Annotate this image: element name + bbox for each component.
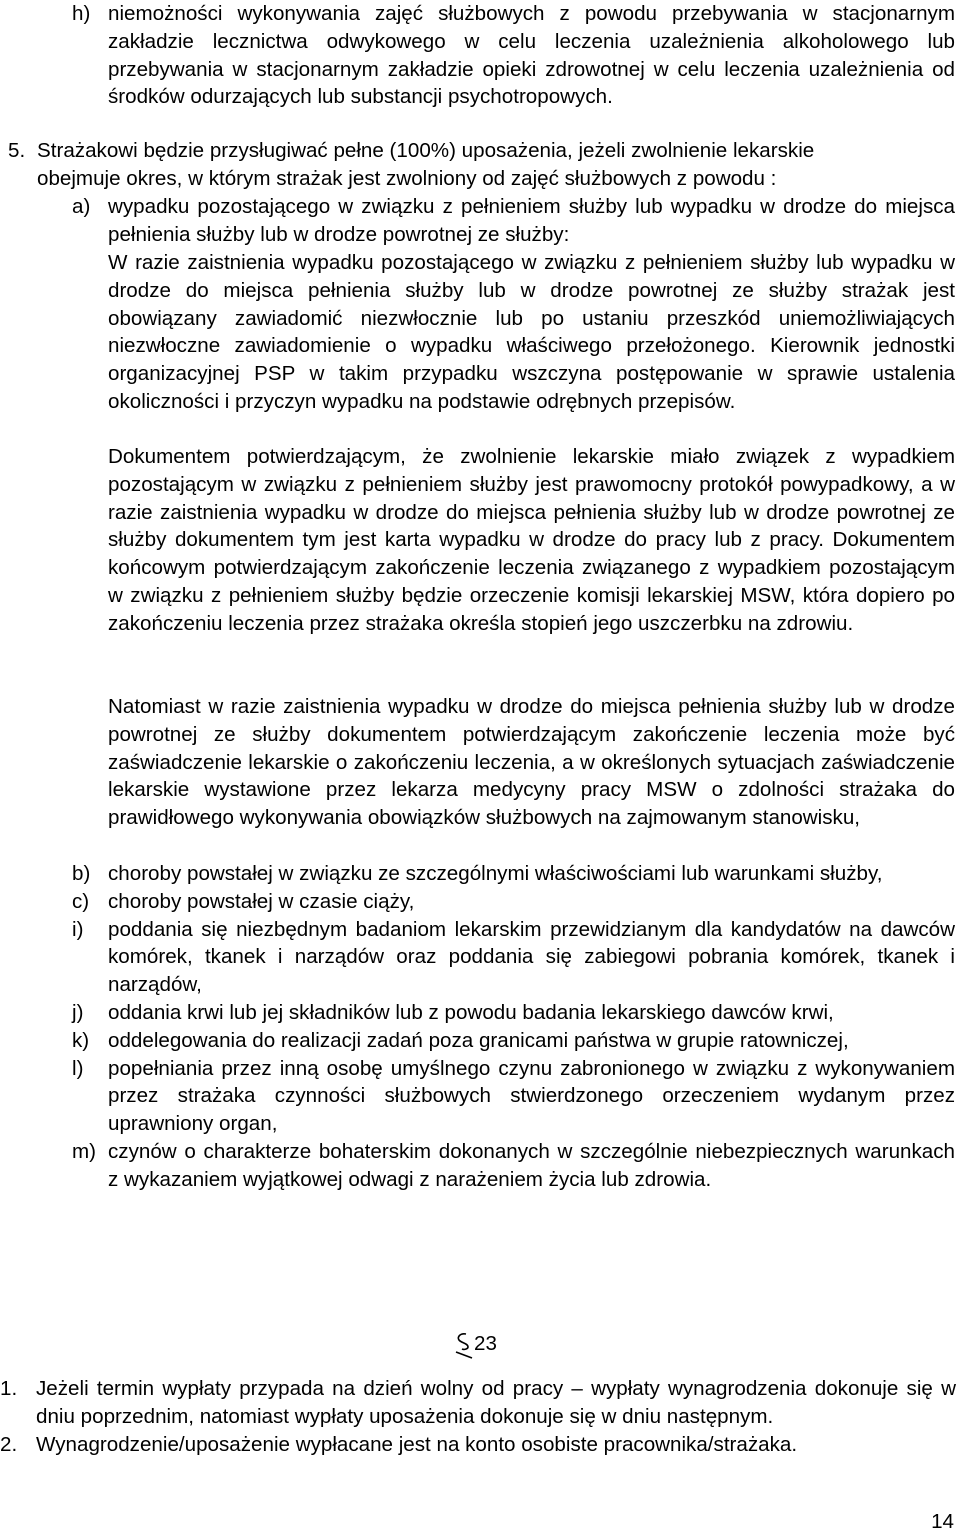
paragraph-first-line: Strażakowi będzie przysługiwać pełne (100%) uposażenia, jeżeli zwolnienie lekarskie — [37, 139, 815, 162]
list-text: czynów o charakterze bohaterskim dokonanych w szczególnie niebezpiecznych warunkach z wykazaniem wyjątkowej odwagi z narażeniem życia lub zdrowia. — [108, 1139, 955, 1191]
paragraph-commute-accident: Natomiast w razie zaistnienia wypadku w drodze do miejsca pełnienia służby lub w drodze powrotnej ze służby dokumentem potwierdzającym zakończenie leczenia może być zaświadczenie lekarskie o zakończeniu leczenia, a w określonych sytuacjach zaświadczenie lekarskie wystawione przez lekarza medycyny pracy MSW o zdolności strażaka do prawidłowego wykonywania obowiązków służbowych na zajmowanym stanowisku, — [108, 695, 955, 830]
numbered-label: 2. — [0, 1432, 18, 1456]
list-label: h) — [72, 2, 91, 25]
list-text: oddania krwi lub jej składników lub z powodu badania lekarskiego dawców krwi, — [108, 1000, 834, 1024]
list-item-k — [72, 1027, 955, 1055]
list-text: choroby powstałej w związku ze szczególnymi właściwościami lub warunkami służby, — [108, 862, 883, 885]
list-label: i) — [72, 917, 84, 941]
section-number: 23 — [474, 1332, 497, 1355]
list-item-b — [72, 860, 955, 888]
numbered-item-1 — [0, 1375, 956, 1431]
paragraph-5 — [8, 137, 956, 193]
paragraph-label: 5. — [8, 139, 26, 162]
numbered-text: Jeżeli termin wypłaty przypada na dzień wolny od pracy – wypłaty wynagrodzenia dokonuje się w dniu poprzednim, natomiast wypłaty uposażenia dokonuje się w dniu następnym. — [36, 1377, 956, 1428]
list-item-j — [72, 999, 955, 1027]
list-label: l) — [72, 1056, 84, 1080]
list-label: m) — [72, 1139, 97, 1163]
list-item-m — [72, 1138, 955, 1194]
numbered-list — [0, 1375, 956, 1458]
list-label: b) — [72, 862, 91, 885]
list-item-a — [72, 193, 955, 249]
list-text: choroby powstałej w czasie ciąży, — [108, 889, 415, 913]
list-text: oddelegowania do realizacji zadań poza granicami państwa w grupie ratowniczej, — [108, 1028, 849, 1052]
paragraph-confirming-document: Dokumentem potwierdzającym, że zwolnienie lekarskie miało związek z wypadkiem pozostającym w związku z pełnieniem służby jest prawomocny protokół powypadkowy, a w razie zaistnienia wypadku w drodze do miejsca pełnienia służby lub w drodze powrotnej ze służby dokumentem tym jest karta wypadku w drodze do pracy lub z pracy. Dokumentem końcowym potwierdzającym zakończenie leczenia związanego z wypadkiem pozostającym w związku z pełnieniem służby będzie orzeczenie komisji lekarskiej MSW, która dopiero po zakończeniu leczenia przez strażaka określa stopień jego uszczerbku na zdrowiu. — [108, 445, 955, 635]
list-label: k) — [72, 1028, 90, 1052]
list-label: a) — [72, 195, 91, 218]
list-item-c — [72, 888, 955, 916]
list-item-h — [72, 0, 955, 111]
list-text: niemożności wykonywania zajęć służbowych z powodu przebywania w stacjonarnym zakładzie lecznictwa odwykowego w celu leczenia uzależnienia alkoholowego lub przebywania w stacjonarnym zakładzie opieki zdrowotnej w celu leczenia uzależnienia od środków odurzających lub substancji psychotropowych. — [108, 2, 955, 109]
list-item-l — [72, 1055, 955, 1138]
numbered-text: Wynagrodzenie/uposażenie wypłacane jest na konto osobiste pracownika/strażaka. — [36, 1432, 798, 1456]
list-text: wypadku pozostającego w związku z pełnieniem służby lub wypadku w drodze do miejsca pełnienia służby lub w drodze powrotnej ze służby: — [108, 195, 955, 246]
list-text: poddania się niezbędnym badaniom lekarskim przewidzianym dla kandydatów na dawców komórek, tkanek i narządów oraz poddania się zabiegowi pobrania komórek, tkanek i narządów, — [108, 917, 955, 997]
list-label: j) — [72, 1000, 84, 1024]
paragraph-accident-report: W razie zaistnienia wypadku pozostającego w związku z pełnieniem służby lub wypadku w drodze do miejsca pełnienia służby lub w drodze powrotnej ze służby strażak jest obowiązany zawiadomić niezwłocznie lub po ustaniu przeszkód uniemożliwiających niezwłoczne zawiadomienie o wypadku właściwego przełożonego. Kierownik jednostki organizacyjnej PSP w takim przypadku wszczyna postępowanie w sprawie ustalenia okoliczności i przyczyn wypadku na podstawie odrębnych przepisów. — [108, 251, 955, 413]
numbered-item-2 — [0, 1431, 956, 1459]
list-remaining — [72, 860, 955, 1194]
paragraph-second-line: obejmuje okres, w którym strażak jest zwolniony od zajęć służbowych z powodu : — [37, 166, 777, 190]
list-text: popełniania przez inną osobę umyślnego czynu zabronionego w związku z wykonywaniem przez strażaka czynności służbowych stwierdzonego orzeczeniem wydanym przez uprawniony organ, — [108, 1056, 955, 1136]
numbered-label: 1. — [0, 1377, 18, 1400]
list-label: c) — [72, 889, 90, 913]
list-item-i — [72, 916, 955, 999]
page-number: 14 — [931, 1510, 954, 1533]
